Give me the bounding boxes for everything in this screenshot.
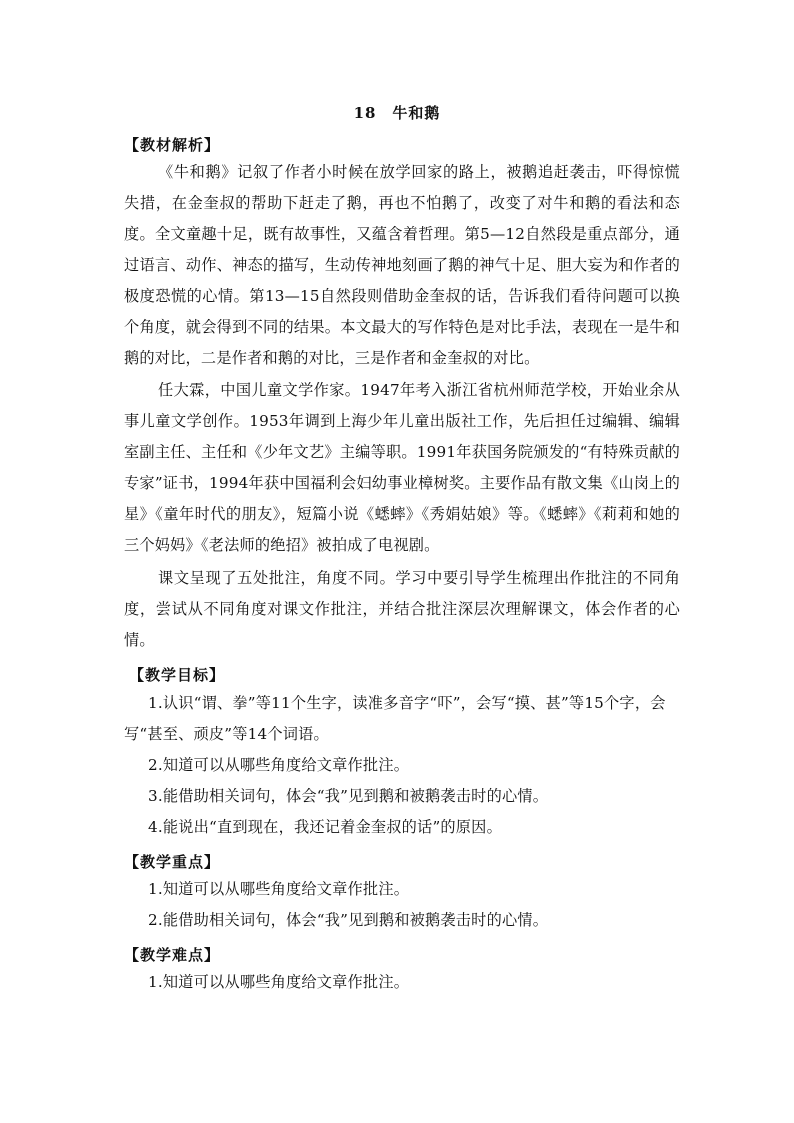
key-point-item-2: 2.能借助相关词句，体会“我”见到鹅和被鹅袭击时的心情。 [148, 911, 549, 929]
key-point-item-1: 1.知道可以从哪些角度给文章作批注。 [148, 880, 410, 898]
section-heading-key-points: 【教学重点】 [124, 853, 221, 871]
section-heading-goals: 【教学目标】 [129, 666, 226, 684]
difficulty-item-1: 1.知道可以从哪些角度给文章作批注。 [148, 973, 410, 991]
analysis-paragraph-1: 《牛和鹅》记叙了作者小时候在放学回家的路上，被鹅追赶袭击，吓得惊慌失措，在金奎叔的帮助下赶走了鹅，再也不怕鹅了，改变了对牛和鹅的看法和态度。全文童趣十足，既有故事性，又蕴含着哲理。第5—12自然段是重点部分，通过语言、动作、神态的描写，生动传神地刻画了鹅的神气十足、胆大妄为和作者的极度恐慌的心情。第13—15自然段则借助金奎叔的话，告诉我们看待问题可以换个角度，就会得到不同的结果。本文最大的写作特色是对比手法，表现在一是牛和鹅的对比，二是作者和鹅的对比，三是作者和金奎叔的对比。 [124, 163, 680, 367]
analysis-paragraph-3: 课文呈现了五处批注，角度不同。学习中要引导学生梳理出作批注的不同角度，尝试从不同角度对课文作批注，并结合批注深层次理解课文，体会作者的心情。 [124, 569, 680, 649]
section-heading-analysis: 【教材解析】 [124, 136, 221, 154]
goal-item-3: 3.能借助相关词句，体会“我”见到鹅和被鹅袭击时的心情。 [148, 787, 549, 805]
goal-item-4: 4.能说出“直到现在，我还记着金奎叔的话”的原因。 [148, 818, 502, 836]
goal-item-2: 2.知道可以从哪些角度给文章作批注。 [148, 756, 410, 774]
goal-item-1: 1.认识“谓、拳”等11个生字，读准多音字“吓”，会写“摸、甚”等15个字，会写“甚至、顽皮”等14个词语。 [124, 694, 666, 743]
document-title: 18 牛和鹅 [353, 104, 441, 122]
analysis-paragraph-2: 任大霖，中国儿童文学作家。1947年考入浙江省杭州师范学校，开始业余从事儿童文学创作。1953年调到上海少年儿童出版社工作，先后担任过编辑、编辑室副主任、主任和《少年文艺》主编等职。1991年获国务院颁发的“有特殊贡献的专家”证书，1994年获中国福利会妇幼事业樟树奖。主要作品有散文集《山岗上的星》《童年时代的朋友》，短篇小说《蟋蟀》《秀娟姑娘》等。《蟋蟀》《莉莉和她的三个妈妈》《老法师的绝招》被拍成了电视剧。 [124, 381, 680, 554]
section-heading-difficulties: 【教学难点】 [124, 946, 221, 964]
